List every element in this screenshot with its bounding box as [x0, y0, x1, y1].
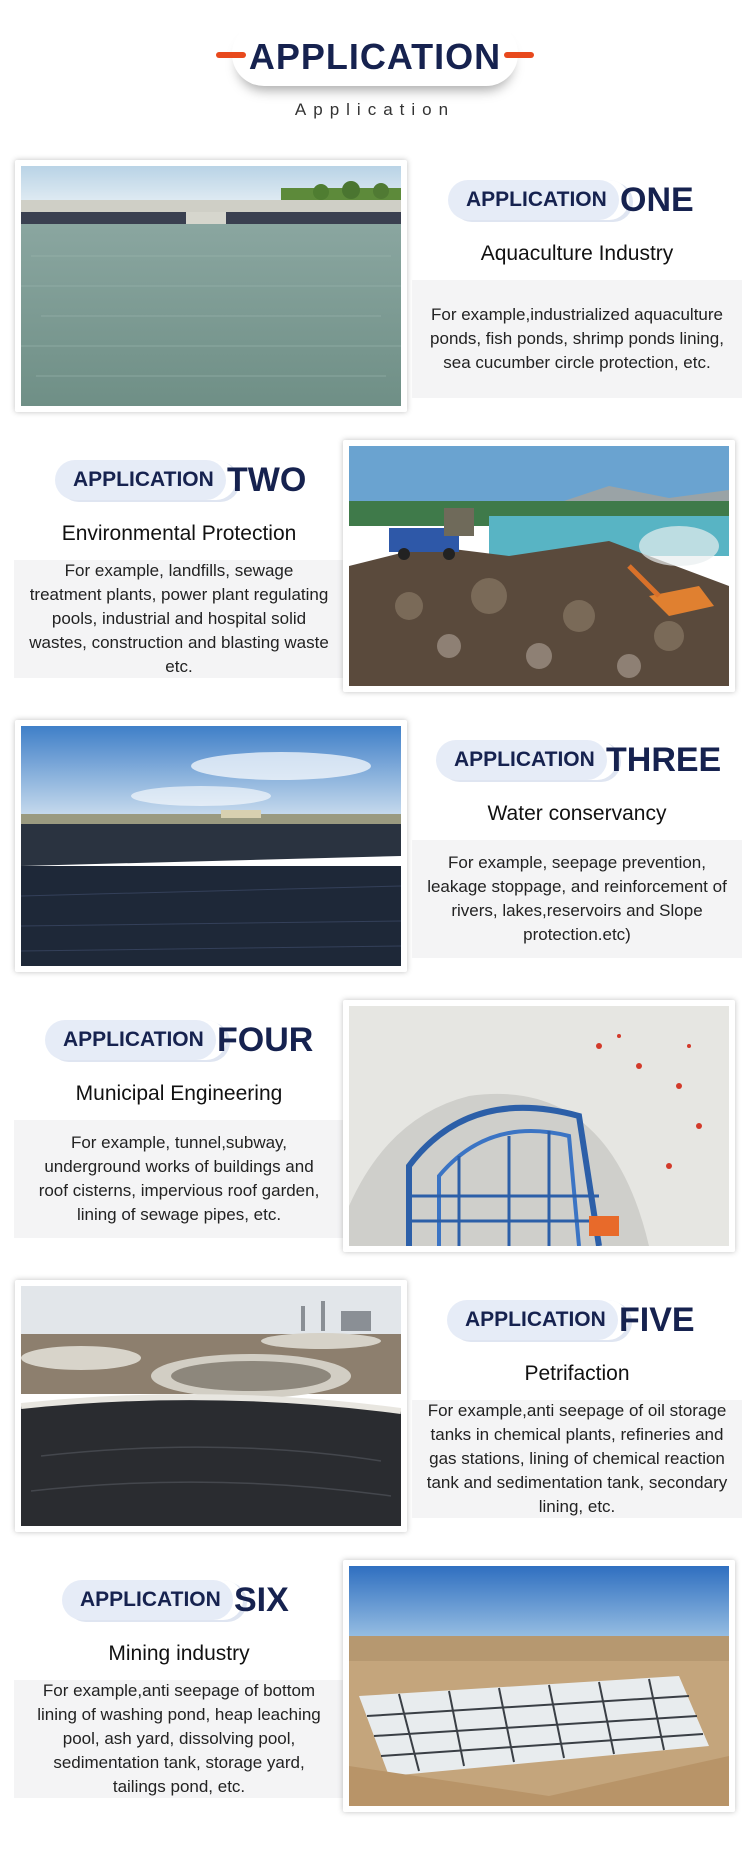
page-header [0, 0, 750, 140]
storage-tank-photo [15, 1280, 407, 1532]
section-title: Water conservancy [487, 802, 667, 825]
application-section-five [0, 1280, 750, 1532]
label-number: THREE [606, 741, 722, 779]
label-application: APPLICATION [45, 1020, 226, 1060]
label-application: APPLICATION [436, 740, 617, 780]
reservoir-lining-photo [15, 720, 407, 972]
tunnel-photo [343, 1000, 735, 1252]
label-number: FIVE [619, 1301, 695, 1339]
label-number: SIX [234, 1581, 289, 1619]
mining-site-photo [343, 1560, 735, 1812]
section-description: For example, landfills, sewage treatment plants, power plant regulating pools, industrial and hospital solid wastes, construction and blasting waste etc. [14, 560, 344, 678]
page-title: APPLICATION [248, 36, 502, 77]
section-title: Environmental Protection [61, 522, 297, 545]
section-title: Municipal Engineering [75, 1082, 283, 1105]
landfill-photo [343, 440, 735, 692]
application-section-six [0, 1560, 750, 1812]
label-number: FOUR [217, 1021, 314, 1059]
page-subtitle: Application [294, 100, 456, 119]
section-title: Petrifaction [524, 1362, 630, 1385]
application-section-one [0, 160, 750, 412]
application-section-three [0, 720, 750, 972]
label-application: APPLICATION [447, 1300, 628, 1340]
label-application: APPLICATION [448, 180, 629, 220]
label-number: TWO [227, 461, 307, 499]
application-section-two [0, 440, 750, 692]
section-title: Aquaculture Industry [480, 242, 674, 265]
aquaculture-pond-photo [15, 160, 407, 412]
label-application: APPLICATION [55, 460, 236, 500]
section-description: For example,industrialized aquaculture ponds, fish ponds, shrimp ponds lining, sea cucumber circle protection, etc. [412, 280, 742, 398]
application-section-four [0, 1000, 750, 1252]
label-number: ONE [620, 181, 694, 219]
section-description: For example, seepage prevention, leakage stoppage, and reinforcement of rivers, lakes,reservoirs and Slope protection.etc) [412, 840, 742, 958]
label-application: APPLICATION [62, 1580, 243, 1620]
section-title: Mining industry [108, 1642, 250, 1665]
section-description: For example, tunnel,subway, underground works of buildings and roof cisterns, impervious roof garden, lining of sewage pipes, etc. [14, 1120, 344, 1238]
section-description: For example,anti seepage of bottom lining of washing pond, heap leaching pool, ash yard, dissolving pool, sedimentation tank, storage yard, tailings pond, etc. [14, 1680, 344, 1798]
section-description: For example,anti seepage of oil storage tanks in chemical plants, refineries and gas stations, lining of chemical reaction tank and sedimentation tank, secondary lining, etc. [412, 1400, 742, 1518]
